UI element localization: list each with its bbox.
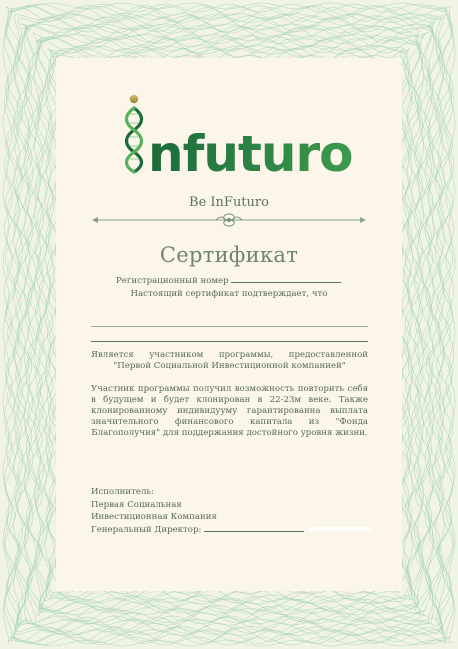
- signature-line: [204, 524, 304, 532]
- executor-label: Исполнитель:: [91, 487, 154, 497]
- slogan: Be InFuturo: [189, 195, 269, 210]
- executor-line2: Инвестиционная Компания: [91, 512, 217, 522]
- infuturo-logo: [126, 92, 353, 183]
- registration-row: [116, 275, 341, 286]
- certificate-title: Сертификат: [159, 243, 299, 267]
- executor-block: [91, 486, 372, 536]
- confirm-text: Настоящий сертификат подтверждает, что: [130, 289, 328, 299]
- logo-dot: [130, 95, 138, 103]
- director-row: [91, 524, 372, 537]
- signature-blank: [310, 527, 372, 531]
- guarantee-paragraph: Участник программы получил возможность повторить себя в будущем и будет клонирован в 22-23м веке. Также клонированному индивидууму гарантированна выплата значительного финансового капитала из "Фонда Благополучия" для поддержания достойного уровня жизни.: [91, 384, 368, 438]
- director-label: Генеральный Директор:: [91, 524, 202, 535]
- participant-paragraph: Является участником программы, предоставленной "Первой Социальной Инвестиционной компанией": [91, 350, 368, 371]
- registration-number-line: [231, 275, 341, 283]
- logo-wordmark: nfuturo: [148, 125, 353, 183]
- registration-label: Регистрационный номер: [116, 276, 229, 286]
- dna-helix-icon: [127, 108, 142, 172]
- executor-line1: Первая Социальная: [91, 499, 182, 510]
- name-line-lower: [91, 341, 368, 342]
- name-line-upper: [91, 326, 368, 327]
- ornament-divider: [90, 212, 368, 228]
